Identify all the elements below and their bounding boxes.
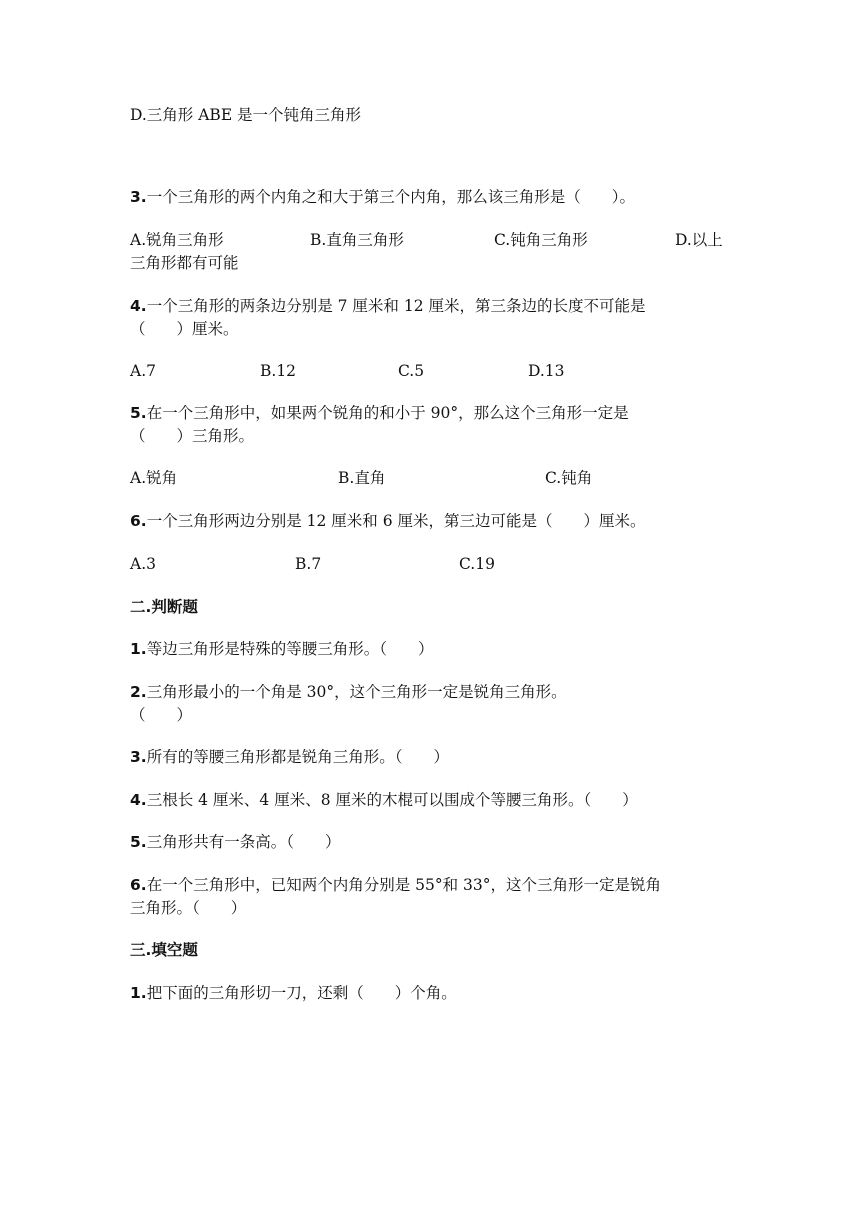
judgement-item-6 <box>130 874 730 920</box>
fill-blank-item-1 <box>130 982 730 1005</box>
judgement-item-3 <box>130 746 730 769</box>
judgement-item-4 <box>130 789 730 812</box>
question-text: 一个三角形的两条边分别是 7 厘米和 12 厘米，第三条边的长度不可能是 <box>146 297 646 315</box>
question-number: 4. <box>130 297 147 315</box>
choice-question-4 <box>130 295 730 341</box>
option-c[interactable]: C.19 <box>459 555 495 573</box>
question-text: 把下面的三角形切一刀，还剩（ ）个角。 <box>146 984 457 1002</box>
option-d: D.三角形 ABE 是一个钝角三角形 <box>130 106 362 124</box>
choice-options-6 <box>130 553 730 576</box>
question-number: 3. <box>130 748 147 766</box>
judgement-item-2 <box>130 681 730 727</box>
judgement-item-1 <box>130 638 730 661</box>
question-text-cont: 三角形。（ ） <box>130 899 247 917</box>
question-number: 2. <box>130 683 147 701</box>
question-number: 6. <box>130 876 147 894</box>
question-number: 5. <box>130 404 147 422</box>
judgement-item-5 <box>130 831 730 854</box>
question-text: 所有的等腰三角形都是锐角三角形。（ ） <box>146 748 449 766</box>
question-number: 1. <box>130 984 147 1002</box>
question-text: 在一个三角形中，已知两个内角分别是 55°和 33°，这个三角形一定是锐角 <box>146 876 661 894</box>
question-text: 三角形最小的一个角是 30°，这个三角形一定是锐角三角形。 <box>146 683 567 701</box>
question-number: 1. <box>130 640 147 658</box>
option-b[interactable]: B.7 <box>295 555 322 573</box>
question-text: 等边三角形是特殊的等腰三角形。（ ） <box>146 640 434 658</box>
option-wrap: 三角形都有可能 <box>130 254 239 272</box>
question-number: 4. <box>130 791 147 809</box>
option-d[interactable]: D.13 <box>528 362 565 380</box>
choice-options-3 <box>130 229 730 275</box>
option-a[interactable]: A.3 <box>130 555 156 573</box>
question-number: 6. <box>130 512 147 530</box>
choice-question-3 <box>130 186 730 209</box>
question-number: 3. <box>130 188 147 206</box>
option-a[interactable]: A.锐角三角形 <box>130 231 224 249</box>
option-c[interactable]: C.5 <box>398 362 425 380</box>
section-title-judgement: 二.判断题 <box>130 598 198 616</box>
choice-question-6 <box>130 510 730 533</box>
option-a[interactable]: A.锐角 <box>130 469 178 487</box>
option-b[interactable]: B.12 <box>260 362 297 380</box>
option-a[interactable]: A.7 <box>130 362 156 380</box>
question-text: 一个三角形的两个内角之和大于第三个内角，那么该三角形是（ ）。 <box>146 188 635 206</box>
question-text: 在一个三角形中，如果两个锐角的和小于 90°，那么这个三角形一定是 <box>146 404 629 422</box>
question-text-cont: （ ）三角形。 <box>130 427 255 445</box>
choice-options-5 <box>130 467 730 490</box>
question-text-cont: （ ）厘米。 <box>130 320 239 338</box>
question-text-cont: （ ） <box>130 706 193 724</box>
option-b[interactable]: B.直角 <box>338 469 386 487</box>
section-title-fill-blank: 三.填空题 <box>130 941 198 959</box>
choice-options-4 <box>130 360 730 383</box>
question-text: 三根长 4 厘米、4 厘米、8 厘米的木棍可以围成个等腰三角形。（ ） <box>146 791 638 809</box>
question-number: 5. <box>130 833 147 851</box>
option-c[interactable]: C.钝角三角形 <box>494 231 588 249</box>
choice-question-5 <box>130 402 730 448</box>
question-text: 一个三角形两边分别是 12 厘米和 6 厘米，第三边可能是（ ）厘米。 <box>146 512 646 530</box>
question-text: 三角形共有一条高。（ ） <box>146 833 341 851</box>
option-b[interactable]: B.直角三角形 <box>310 231 404 249</box>
option-d[interactable]: D.以上 <box>675 231 723 249</box>
option-c[interactable]: C.钝角 <box>545 469 593 487</box>
